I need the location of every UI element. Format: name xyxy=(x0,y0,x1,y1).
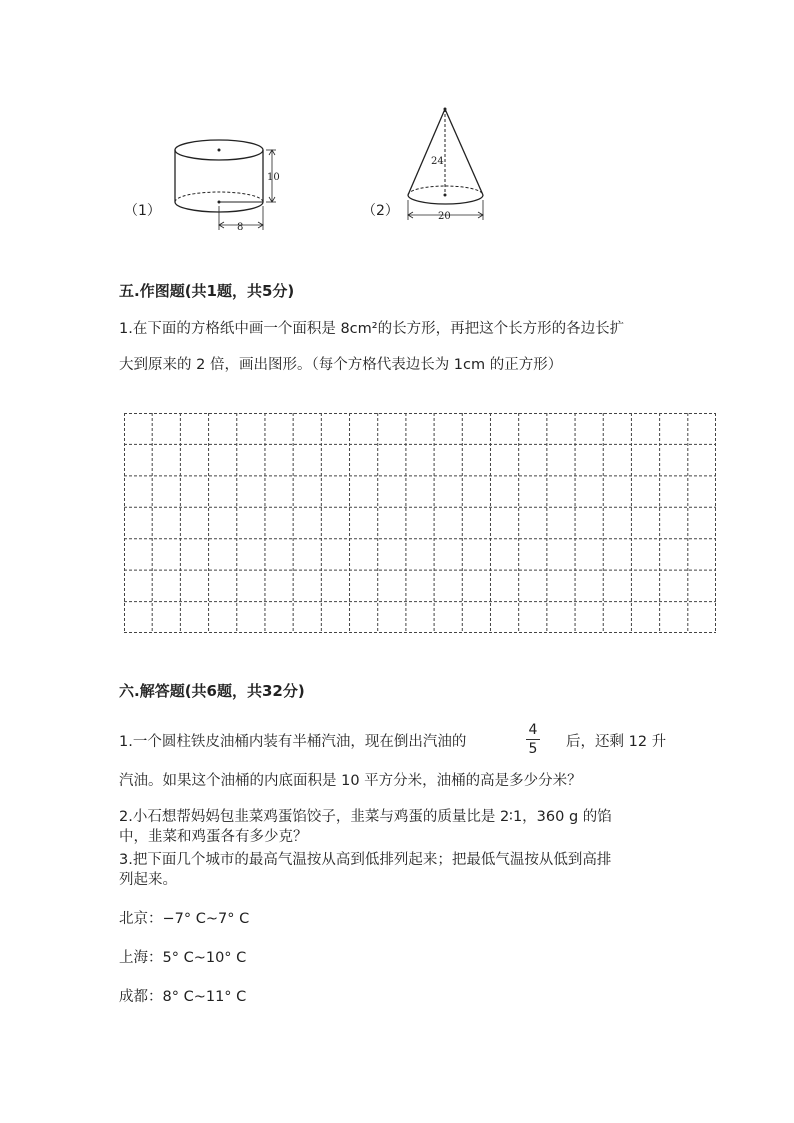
section-6-question-1-line-1-after: 后，还剩 12 升 xyxy=(566,734,667,750)
section-6-question-1-line-1-before: 1.一个圆柱铁皮油桶内装有半桶汽油，现在倒出汽油的 xyxy=(119,734,467,750)
city-temperature-shanghai: 上海：5° C~10° C xyxy=(119,950,247,966)
cone-figure xyxy=(400,104,492,228)
cone-height-label: 24 xyxy=(431,156,444,167)
fraction-denominator: 5 xyxy=(528,741,538,757)
cone-base-center xyxy=(444,194,447,197)
cylinder-radius-label: 8 xyxy=(237,222,244,232)
section-6-question-3-line-2: 列起来。 xyxy=(119,872,177,888)
cone-diameter-label: 20 xyxy=(438,211,451,222)
cylinder-figure xyxy=(168,130,288,232)
cylinder-top-center xyxy=(218,149,221,152)
cylinder-height-label: 10 xyxy=(267,172,280,183)
city-temperature-chengdu: 成都：8° C~11° C xyxy=(119,989,247,1005)
figure-1-label: （1） xyxy=(124,203,161,219)
grid-lines xyxy=(124,413,716,633)
section-6-question-3-line-1: 3.把下面几个城市的最高气温按从高到低排列起来；把最低气温按从低到高排 xyxy=(119,852,612,868)
section-5-question-1-line-1: 1.在下面的方格纸中画一个面积是 8cm²的长方形，再把这个长方形的各边长扩 xyxy=(119,321,625,337)
cone-left-side xyxy=(408,109,445,195)
figure-2-label: （2） xyxy=(362,203,399,219)
fraction-numerator: 4 xyxy=(528,722,538,738)
section-6-title: 六.解答题(共6题，共32分) xyxy=(119,682,305,700)
section-6-question-2-line-1: 2.小石想帮妈妈包韭菜鸡蛋馅饺子，韭菜与鸡蛋的质量比是 2∶1，360 g 的馅 xyxy=(119,809,612,825)
fraction-bar xyxy=(526,739,540,740)
fraction-four-fifths xyxy=(526,722,540,757)
grid-paper[interactable] xyxy=(124,413,716,633)
section-5-title: 五.作图题(共1题，共5分) xyxy=(119,282,295,300)
section-6-question-2-line-2: 中，韭菜和鸡蛋各有多少克？ xyxy=(119,829,308,845)
section-6-question-1-line-2: 汽油。如果这个油桶的内底面积是 10 平方分米，油桶的高是多少分米？ xyxy=(119,773,582,789)
cone-right-side xyxy=(445,109,483,195)
city-temperature-beijing: 北京：−7° C~7° C xyxy=(119,911,250,927)
section-5-question-1-line-2: 大到原来的 2 倍，画出图形。（每个方格代表边长为 1cm 的正方形） xyxy=(119,357,563,373)
